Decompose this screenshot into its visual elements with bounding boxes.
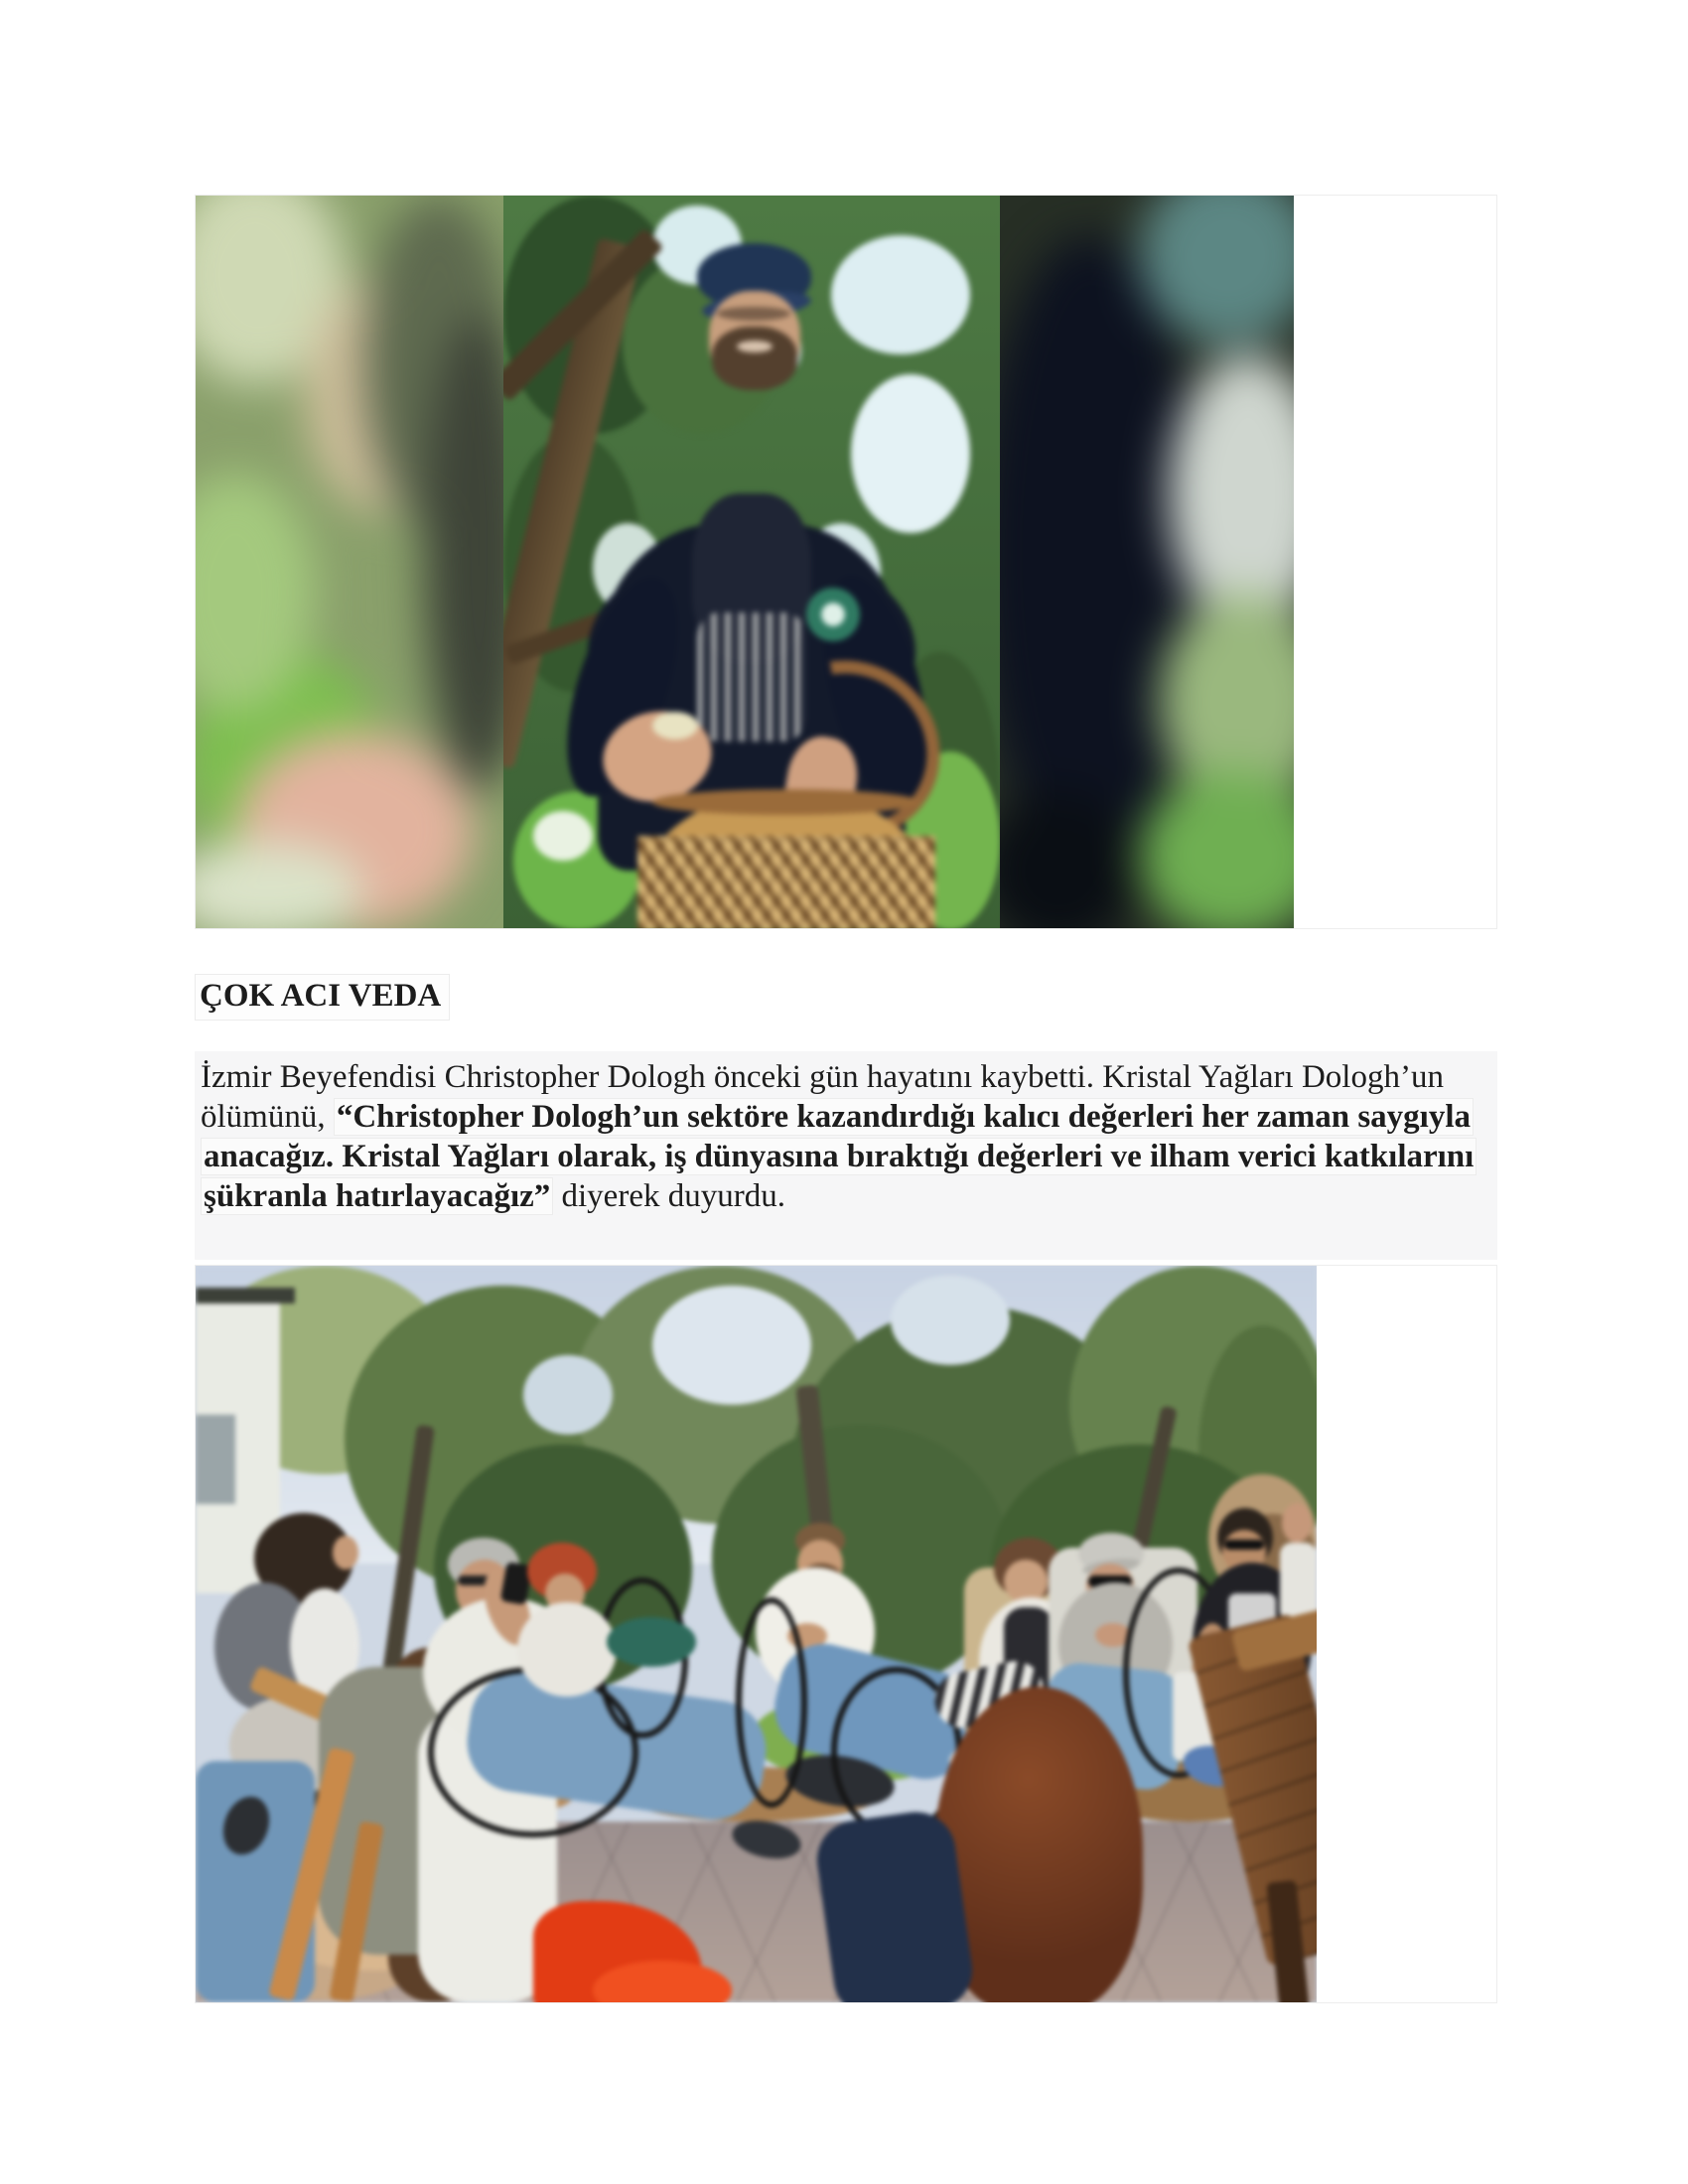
olives-in-hand xyxy=(652,712,698,740)
jacket-logo xyxy=(806,588,860,641)
wrought-iron-chair xyxy=(428,1667,638,1838)
paragraph-quote: “Christopher Dologh’un sektöre kazandırdığı kalıcı değerleri her zaman saygıyla anacağız. Kristal Yağları olarak, iş dünyasına bıraktığı değerleri ve ilham verici katkılarını şükranla hatırlayacağız” xyxy=(201,1098,1477,1215)
person-shirt xyxy=(1280,1543,1317,1622)
article-heading xyxy=(195,974,1497,1021)
photo-center-content xyxy=(503,196,1000,928)
sky-gap xyxy=(891,1276,1010,1365)
sky-gap xyxy=(523,1355,613,1434)
paragraph-outro: diyerek duyurdu. xyxy=(553,1177,785,1214)
man-beard xyxy=(712,327,797,390)
top-photo-frame xyxy=(195,195,1497,929)
photo-blur-left xyxy=(196,196,503,928)
blur-layer xyxy=(196,196,503,928)
article-content xyxy=(195,195,1497,2003)
man-smile xyxy=(737,341,773,352)
eyes-shadow xyxy=(717,307,790,321)
photo-content xyxy=(196,1266,1317,2002)
blur-layer xyxy=(1000,196,1294,928)
sky-patch xyxy=(831,235,970,354)
foreground-shoulder xyxy=(812,1807,977,2002)
paragraph-intro: İzmir Beyefendisi Christopher Dologh önceki gün hayatını kaybetti. Kristal Yağları Dologh’un ölümünü, xyxy=(201,1058,1444,1135)
headline-text: ÇOK ACI VEDA xyxy=(195,974,450,1021)
photo-group-garden-meeting xyxy=(196,1266,1317,2002)
metal-table xyxy=(607,1617,696,1667)
photo-center xyxy=(503,196,1000,928)
dark-blur-mass xyxy=(1000,235,1198,871)
person-face xyxy=(333,1536,358,1570)
person-face xyxy=(1004,1560,1048,1603)
basket-rim xyxy=(652,789,920,815)
flowers-blob xyxy=(533,811,593,861)
sunglasses xyxy=(1224,1540,1264,1550)
article-paragraph xyxy=(195,1051,1497,1260)
photo-blur-right xyxy=(1000,196,1294,928)
person-top xyxy=(517,1602,617,1697)
person-face xyxy=(1282,1503,1312,1543)
building-roof xyxy=(196,1288,295,1303)
sky-gap xyxy=(652,1286,811,1405)
bottom-photo-frame xyxy=(195,1265,1497,2003)
photo-man-with-basket xyxy=(196,196,1294,928)
basket-wicker xyxy=(637,836,935,928)
sky-patch xyxy=(851,374,970,533)
building-window xyxy=(196,1415,235,1504)
wrought-iron-chair xyxy=(736,1597,807,1808)
green-blob xyxy=(1139,771,1294,928)
